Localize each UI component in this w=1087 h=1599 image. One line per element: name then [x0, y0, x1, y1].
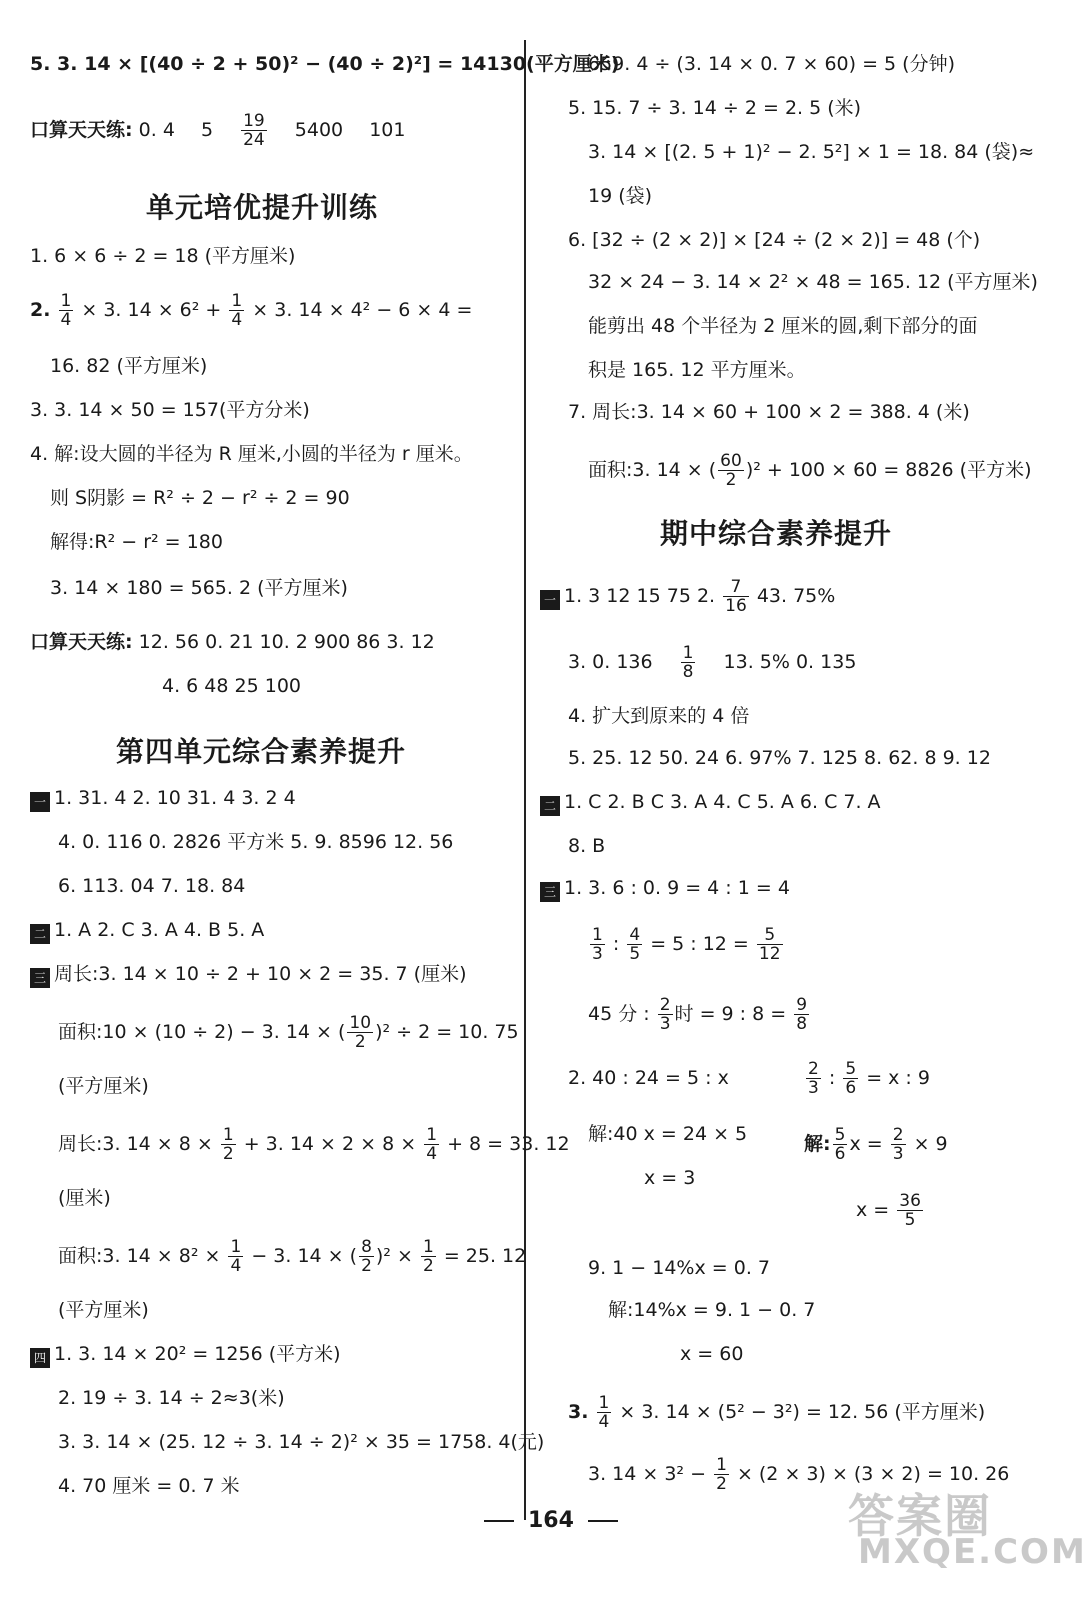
answer-line: 3. 14 × 180 = 565. 2 (平方厘米)	[50, 577, 348, 599]
section-marker: 二	[540, 796, 560, 816]
section-marker: 三	[30, 968, 50, 988]
answer-line: 面积:3. 14 × 8² × $\frac{1}{4}$ − 3. 14 × ( $\frac{8}{2}$ )² × $\frac{1}{2}$ = 25. 12	[58, 1237, 527, 1276]
watermark-url: MXQE.COM	[858, 1532, 1087, 1572]
answer-line: 6. [32 ÷ (2 × 2)] × [24 ÷ (2 × 2)] = 48 (个)	[568, 229, 981, 251]
section-heading: 单元培优提升训练	[146, 191, 379, 224]
section-marker: 二	[30, 924, 50, 944]
answer-line: 5. 15. 7 ÷ 3. 14 ÷ 2 = 2. 5 (米)	[568, 97, 862, 119]
answer-line: 一 1. 31. 4 2. 10 31. 4 3. 2 4	[30, 786, 296, 812]
answer-line: 5. 25. 12 50. 24 6. 97% 7. 125 8. 62. 8 9. 12	[568, 747, 991, 769]
oral-practice-line: 口算天天练: 12. 56 0. 21 10. 2 900 86 3. 12	[30, 631, 435, 653]
answer-line: 9. 1 − 14%x = 0. 7	[588, 1257, 770, 1279]
answer-line: x = 3	[644, 1167, 696, 1189]
value: 101	[369, 119, 406, 141]
page-number: 164	[470, 1508, 632, 1533]
answer-line: 3. 14 × 3² − $\frac{1}{2}$ × (2 × 3) × (3 × 2) = 10. 26	[588, 1455, 1010, 1494]
value: 0. 4	[138, 119, 175, 141]
oral-practice-line	[30, 112, 405, 149]
answer-line: (平方厘米)	[58, 1075, 149, 1097]
answer-line: 则 S阴影 = R² ÷ 2 − r² ÷ 2 = 90	[50, 487, 350, 509]
answer-line: 4. 扩大到原来的 4 倍	[568, 705, 750, 727]
answer-line: 1. 6 × 6 ÷ 2 = 18 (平方厘米)	[30, 245, 296, 267]
answer-line: 二 1. C 2. B C 3. A 4. C 5. A 6. C 7. A	[540, 790, 881, 816]
answer-line: 面积:10 × (10 ÷ 2) − 3. 14 × ( $\frac{10}{2}$ )² ÷ 2 = 10. 75	[58, 1013, 519, 1052]
answer-line: 6. 113. 04 7. 18. 84	[58, 875, 246, 897]
answer-line: 解:40 x = 24 × 5	[588, 1123, 748, 1145]
answer-line: 3. 3. 14 × (25. 12 ÷ 3. 14 ÷ 2)² × 35 = 1758. 4(元)	[58, 1431, 545, 1453]
answer-line: 19 (袋)	[588, 185, 653, 207]
answer-line: 三 周长:3. 14 × 10 ÷ 2 + 10 × 2 = 35. 7 (厘米)	[30, 962, 466, 988]
answer-line: x = $\frac{36}{5}$	[856, 1191, 921, 1230]
answer-line: 2. 19 ÷ 3. 14 ÷ 2≈3(米)	[58, 1387, 285, 1409]
answer-line: 三 1. 3. 6 : 0. 9 = 4 : 1 = 4	[540, 876, 790, 902]
answer-line: 解得:R² − r² = 180	[50, 531, 223, 553]
answer-line: 3. 3. 14 × 50 = 157(平方分米)	[30, 399, 310, 421]
answer-line: 周长:3. 14 × 8 × $\frac{1}{2}$ + 3. 14 × 2 × 8 × $\frac{1}{4}$ + 8 = 33. 12	[58, 1125, 570, 1164]
oral-practice-label: 口算天天练:	[30, 119, 133, 141]
column-divider	[524, 40, 526, 1520]
answer-line: 2. 40 : 24 = 5 : x	[568, 1067, 729, 1089]
answer-line: 5. 3. 14 × [(40 ÷ 2 + 50)² − (40 ÷ 2)²] = 14130(平方厘米)	[30, 53, 620, 75]
answer-line: (厘米)	[58, 1187, 111, 1209]
answer-line: 4. 0. 116 0. 2826 平方米 5. 9. 8596 12. 56	[58, 831, 454, 853]
answer-line: (平方厘米)	[58, 1299, 149, 1321]
answer-line: 3. 0. 136 $\frac{1}{8}$ 13. 5% 0. 135	[568, 643, 857, 682]
section-marker: 一	[540, 590, 560, 610]
answer-line: 3. $\frac{1}{4}$ × 3. 14 × (5² − 3²) = 12. 56 (平方厘米)	[568, 1393, 986, 1432]
answer-line: 45 分 : $\frac{2}{3}$ 时 = 9 : 8 = $\frac{9}{8}$	[588, 995, 808, 1034]
answer-line: 一 1. 3 12 15 75 2. $\frac{7}{16}$ 43. 75%	[540, 578, 835, 615]
value: 5400	[294, 119, 344, 141]
answer-line: 积是 165. 12 平方厘米。	[588, 359, 806, 381]
answer-line: 2. $\frac{1}{4}$ × 3. 14 × 6² + $\frac{1}{4}$ × 3. 14 × 4² − 6 × 4 =	[30, 291, 473, 330]
watermark-logo: 答案圈	[848, 1489, 992, 1543]
value: 5	[200, 119, 214, 141]
section-marker: 三	[540, 882, 560, 902]
answer-line: 二 1. A 2. C 3. A 4. B 5. A	[30, 918, 264, 944]
answer-line: 4. 70 厘米 = 0. 7 米	[58, 1475, 240, 1497]
answer-line: 面积:3. 14 × ( $\frac{60}{2}$ )² + 100 × 60 = 8826 (平方米)	[588, 451, 1032, 490]
answer-line: 3. 14 × [(2. 5 + 1)² − 2. 5²] × 1 = 18. 84 (袋)≈	[588, 141, 1035, 163]
answer-line: $\frac{1}{3}$ : $\frac{4}{5}$ = 5 : 12 = $\frac{5}{12}$	[592, 925, 781, 964]
answer-line: 4. 解:设大圆的半径为 R 厘米,小圆的半径为 r 厘米。	[30, 443, 473, 465]
section-marker: 四	[30, 1348, 50, 1368]
answer-line: 7. 周长:3. 14 × 60 + 100 × 2 = 388. 4 (米)	[568, 401, 970, 423]
answer-line: 解: $\frac{5}{6}$ x = $\frac{2}{3}$ × 9	[804, 1125, 948, 1164]
answer-line: 8. B	[568, 835, 606, 857]
answer-line: 16. 82 (平方厘米)	[50, 355, 208, 377]
answer-line: 解:14%x = 9. 1 − 0. 7	[608, 1299, 816, 1321]
section-heading: 第四单元综合素养提升	[116, 735, 407, 768]
section-marker: 一	[30, 792, 50, 812]
fraction: $\frac{19}{24}$	[243, 111, 265, 150]
answer-line: 659. 4 ÷ (3. 14 × 0. 7 × 60) = 5 (分钟)	[588, 53, 955, 75]
oral-practice-line: 4. 6 48 25 100	[162, 675, 301, 697]
answer-line: 四 1. 3. 14 × 20² = 1256 (平方米)	[30, 1342, 341, 1368]
answer-line: $\frac{2}{3}$ : $\frac{5}{6}$ = x : 9	[808, 1059, 930, 1098]
answer-line: x = 60	[680, 1343, 744, 1365]
section-heading: 期中综合素养提升	[660, 517, 893, 550]
answer-line: 32 × 24 − 3. 14 × 2² × 48 = 165. 12 (平方厘米)	[588, 271, 1038, 293]
answer-line: 能剪出 48 个半径为 2 厘米的圆,剩下部分的面	[588, 315, 978, 337]
